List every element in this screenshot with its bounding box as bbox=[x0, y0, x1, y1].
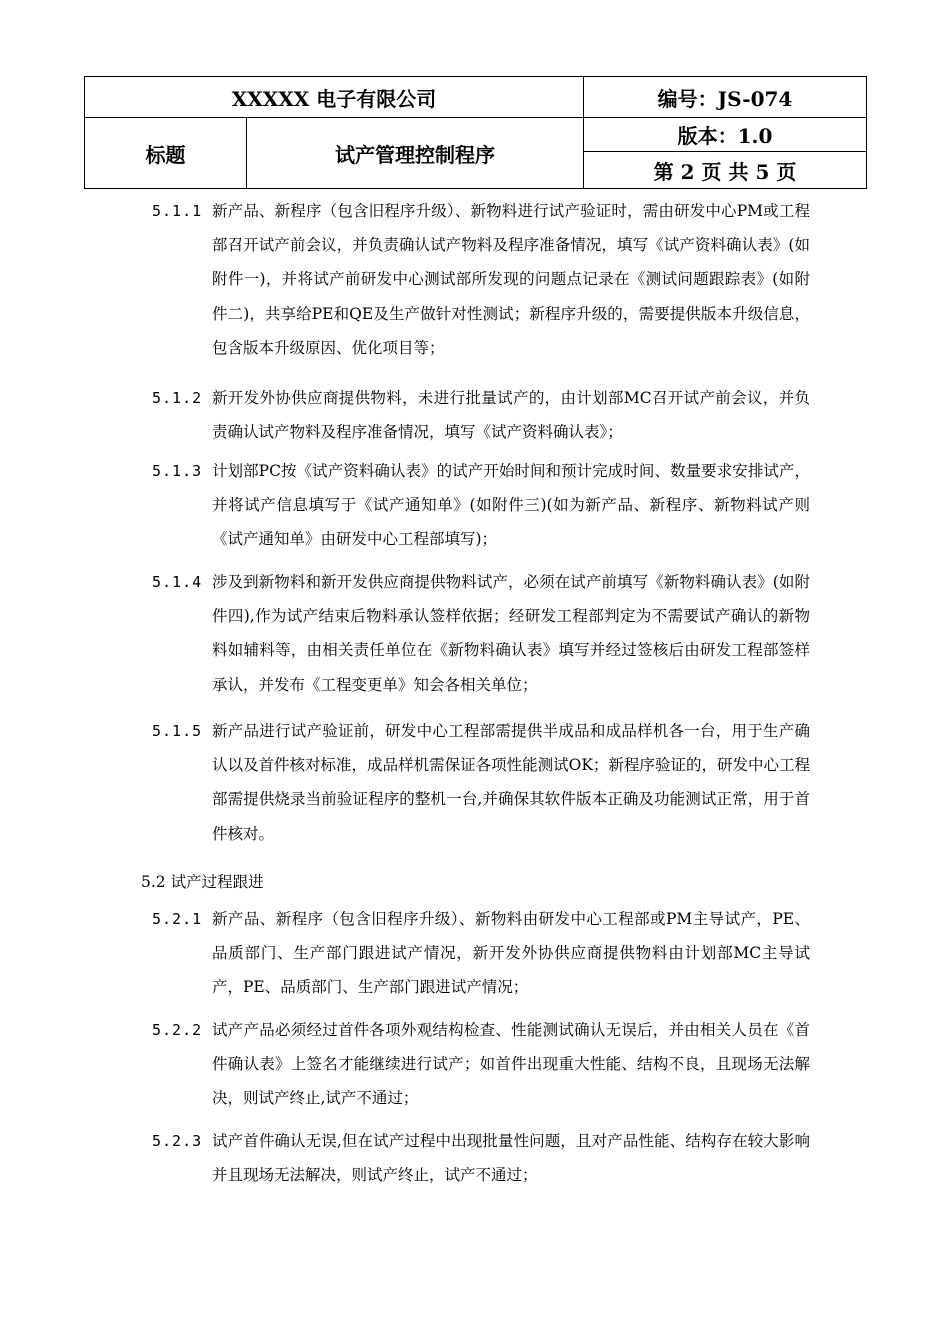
item-number: 5.2.1 bbox=[152, 910, 203, 928]
item-number: 5.1.4 bbox=[152, 573, 203, 591]
company-name: XXXXX 电子有限公司 bbox=[85, 77, 584, 118]
item-text: 计划部PC按《试产资料确认表》的试产开始时间和预计完成时间、数量要求安排试产，并将试产信息填写于《试产通知单》(如附件三)(如为新产品、新程序、新物料试产则《试产通知单》由研发中心工程部填写)； bbox=[212, 462, 810, 549]
document-title: 试产管理控制程序 bbox=[247, 118, 584, 188]
item-number: 5.1.2 bbox=[152, 389, 203, 407]
item-text: 涉及到新物料和新开发供应商提供物料试产，必须在试产前填写《新物料确认表》(如附件四),作为试产结束后物料承认签样依据；经研发工程部判定为不需要试产确认的新物料如辅料等，由相关责任单位在《新物料确认表》填写并经过签核后由研发工程部签样承认，并发布《工程变更单》知会各相关单位； bbox=[212, 573, 810, 694]
page-indicator: 第 2 页 共 5 页 bbox=[653, 159, 797, 184]
header-table bbox=[84, 76, 867, 189]
item-number: 5.1.1 bbox=[152, 202, 203, 220]
title-label: 标题 bbox=[85, 118, 247, 188]
document-number: 编号：JS-074 bbox=[584, 77, 866, 118]
item-text: 试产产品必须经过首件各项外观结构检查、性能测试确认无误后，并由相关人员在《首件确认表》上签名才能继续进行试产；如首件出现重大性能、结构不良，且现场无法解决，则试产终止,试产不通过； bbox=[212, 1021, 810, 1108]
item-text: 新产品进行试产验证前，研发中心工程部需提供半成品和成品样机各一台，用于生产确认以及首件核对标准，成品样机需保证各项性能测试OK；新程序验证的，研发中心工程部需提供烧录当前验证程序的整机一台,并确保其软件版本正确及功能测试正常，用于首件核对。 bbox=[212, 722, 810, 843]
item-text: 新产品、新程序（包含旧程序升级）、新物料进行试产验证时，需由研发中心PM或工程部召开试产前会议，并负责确认试产物料及程序准备情况，填写《试产资料确认表》(如附件一)，并将试产前研发中心测试部所发现的问题点记录在《测试问题跟踪表》(如附件二)，共享给PE和QE及生产做针对性测试；新程序升级的，需要提供版本升级信息，包含版本升级原因、优化项目等； bbox=[212, 202, 810, 357]
item-text: 试产首件确认无误,但在试产过程中出现批量性问题，且对产品性能、结构存在较大影响并且现场无法解决，则试产终止，试产不通过； bbox=[212, 1132, 810, 1185]
version: 版本：1.0 bbox=[584, 118, 866, 152]
item-text: 新开发外协供应商提供物料，未进行批量试产的，由计划部MC召开试产前会议，并负责确认试产物料及程序准备情况，填写《试产资料确认表》； bbox=[212, 389, 810, 442]
section-heading: 5.2 试产过程跟进 bbox=[141, 873, 264, 891]
item-number: 5.1.5 bbox=[152, 722, 203, 740]
item-text: 新产品、新程序（包含旧程序升级）、新物料由研发中心工程部或PM主导试产，PE、品质部门、生产部门跟进试产情况，新开发外协供应商提供物料由计划部MC主导试产，PE、品质部门、生产部门跟进试产情况； bbox=[212, 910, 810, 997]
item-number: 5.1.3 bbox=[152, 462, 203, 480]
item-number: 5.2.3 bbox=[152, 1132, 203, 1150]
item-number: 5.2.2 bbox=[152, 1021, 203, 1039]
